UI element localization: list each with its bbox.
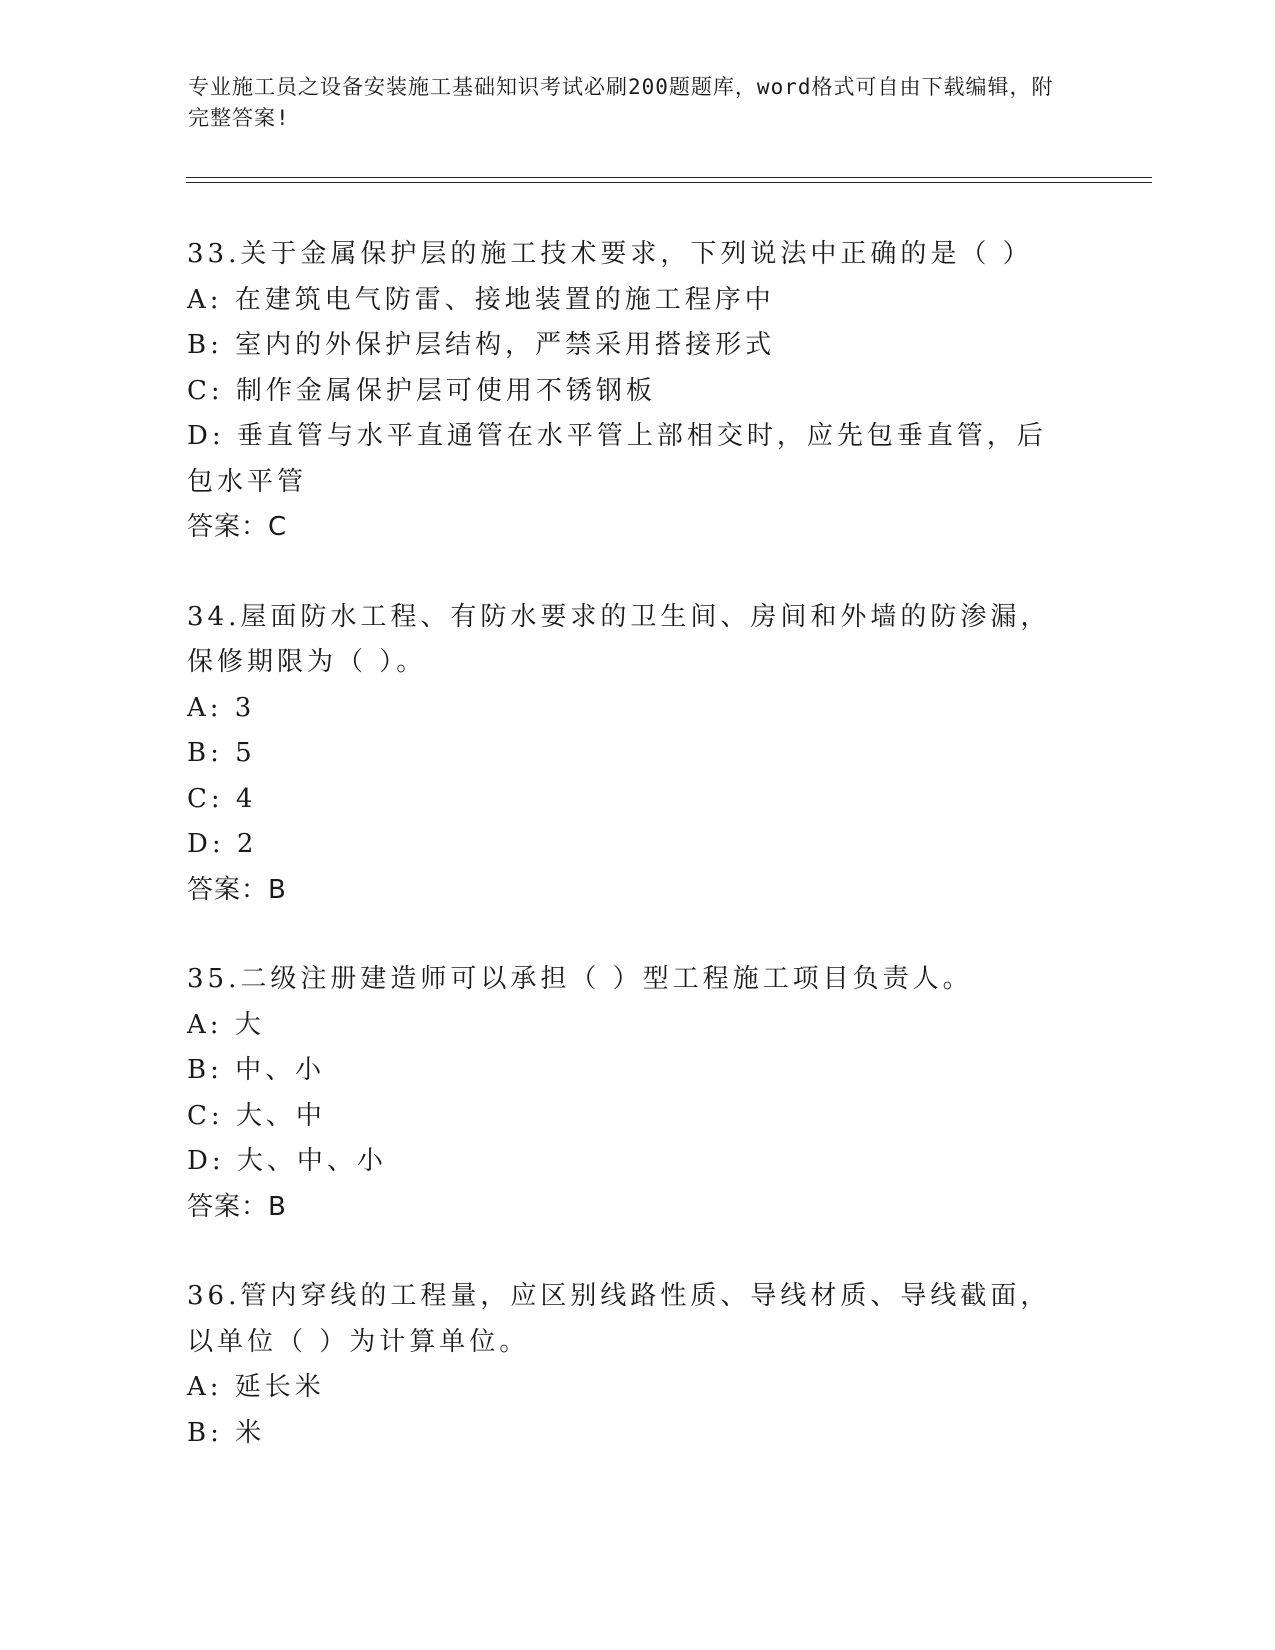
option-d: D: 大、中、小 [187, 1146, 387, 1176]
document-header: 专业施工员之设备安装施工基础知识考试必刷200题题库，word格式可自由下载编辑，附完整答案! [188, 75, 1054, 130]
question-33 [187, 232, 1067, 551]
option-a: A: 大 [187, 1009, 265, 1040]
question-stem: 33.关于金属保护层的施工技术要求，下列说法中正确的是（ ） [187, 239, 1033, 269]
option-a: A: 延长米 [187, 1372, 325, 1402]
option-b: B: 米 [187, 1417, 266, 1448]
option-b: B: 5 [187, 738, 256, 768]
answer-line: 答案：C [187, 512, 288, 542]
option-d: D: 垂直管与水平直通管在水平管上部相交时，应先包垂直管，后包水平管 [187, 421, 1047, 497]
option-d: D: 2 [187, 829, 258, 859]
question-36 [187, 1274, 1067, 1456]
option-b: B: 室内的外保护层结构，严禁采用搭接形式 [187, 330, 776, 360]
header-rule-top [186, 177, 1152, 178]
question-35 [187, 957, 1067, 1230]
question-stem: 34.屋面防水工程、有防水要求的卫生间、房间和外墙的防渗漏，保修期限为（ ）。 [187, 601, 1051, 677]
option-b: B: 中、小 [187, 1055, 326, 1085]
question-34 [187, 595, 1067, 914]
question-list [187, 232, 1067, 1500]
option-c: C: 制作金属保护层可使用不锈钢板 [187, 375, 656, 406]
option-a: A: 在建筑电气防雷、接地装置的施工程序中 [187, 284, 775, 315]
option-c: C: 4 [187, 783, 257, 814]
answer-line: 答案：B [187, 1191, 287, 1222]
question-stem: 35.二级注册建造师可以承担（ ）型工程施工项目负责人。 [187, 964, 973, 994]
answer-line: 答案：B [187, 874, 287, 905]
option-a: A: 3 [187, 692, 256, 723]
option-c: C: 大、中 [187, 1100, 326, 1131]
header-rule-bottom [186, 182, 1152, 183]
question-stem: 36.管内穿线的工程量，应区别线路性质、导线材质、导线截面，以单位（ ）为计算单位。 [187, 1281, 1051, 1357]
